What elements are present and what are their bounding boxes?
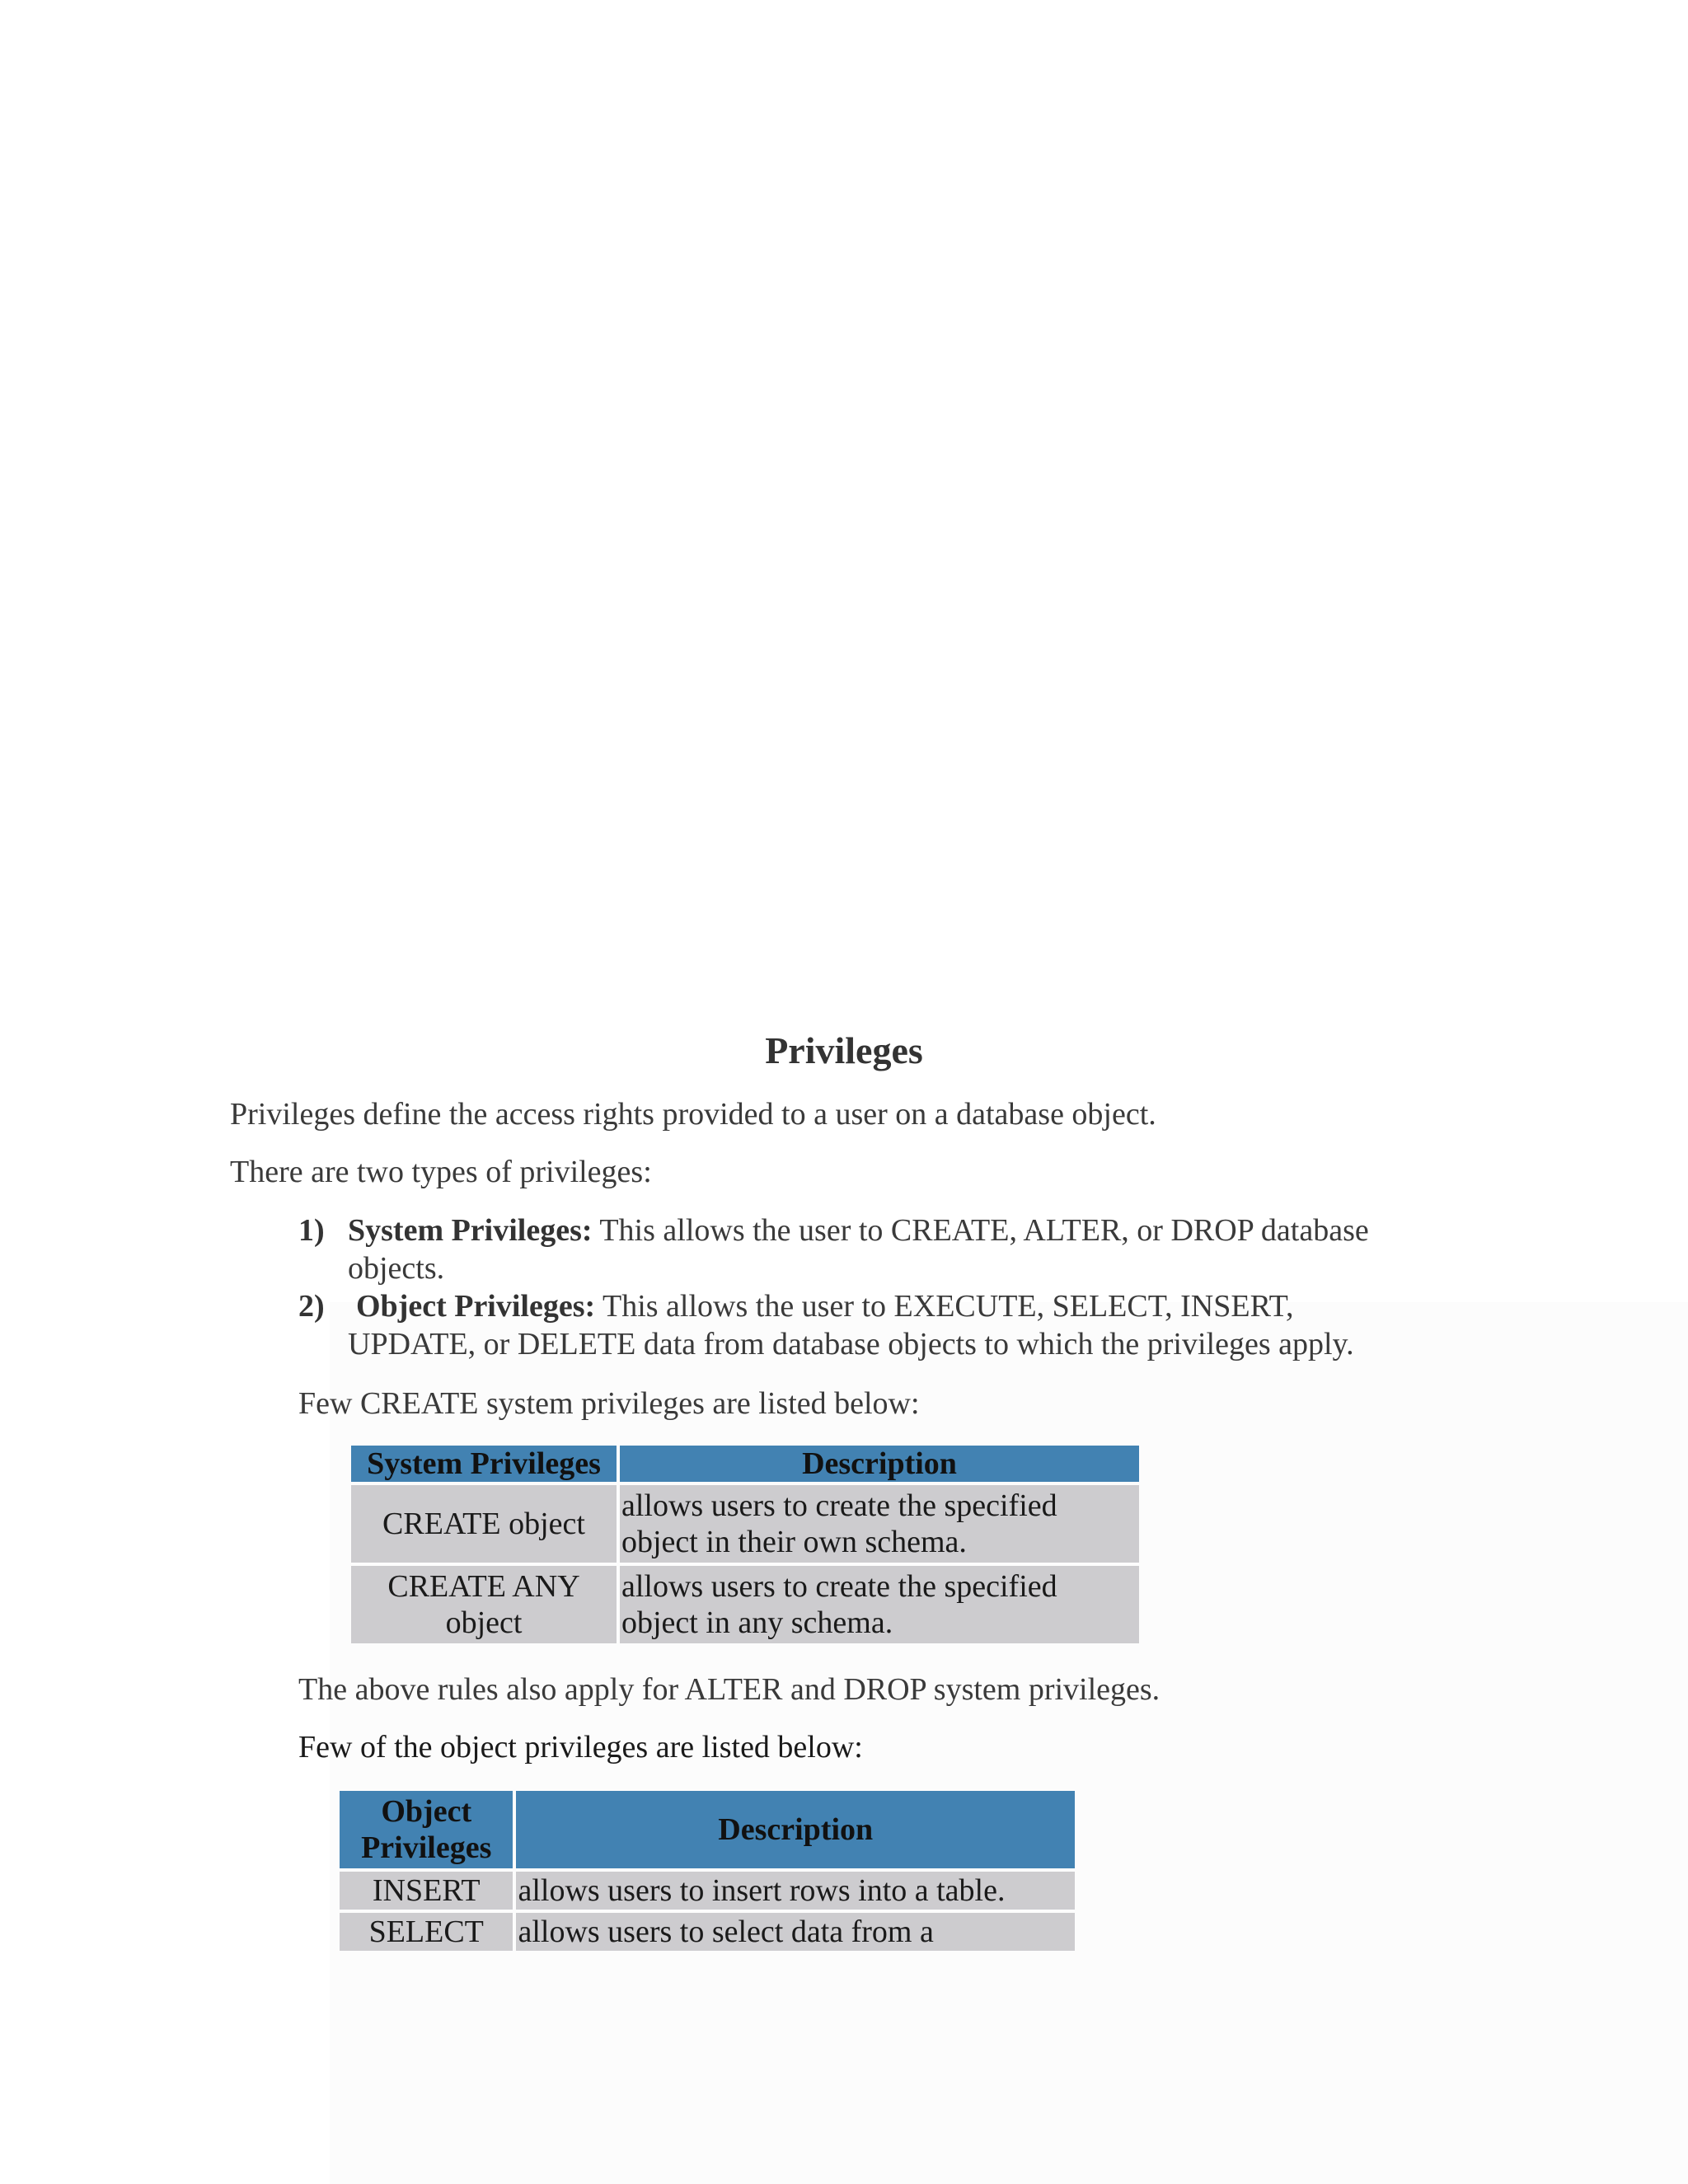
table-row xyxy=(351,1485,1139,1563)
list-text-continued: UPDATE, or DELETE data from database objects to which the privileges apply. xyxy=(348,1327,1354,1361)
table-header-row xyxy=(340,1791,1075,1868)
privilege-cell xyxy=(351,1566,617,1643)
description-line: object in any schema. xyxy=(621,1605,893,1640)
list-term: Object Privileges: xyxy=(356,1289,596,1324)
column-header xyxy=(340,1791,513,1868)
system-privileges-table xyxy=(348,1442,1142,1647)
table-row xyxy=(340,1913,1075,1951)
privilege-cell: SELECT xyxy=(340,1913,513,1951)
list-text-continued: objects. xyxy=(348,1251,445,1286)
description-cell: allows users to insert rows into a table. xyxy=(516,1872,1075,1910)
list-text xyxy=(348,1212,1369,1249)
list-number: 1) xyxy=(298,1213,325,1248)
table-row xyxy=(340,1872,1075,1910)
privilege-line: CREATE ANY xyxy=(387,1569,580,1604)
list-body: This allows the user to EXECUTE, SELECT, INSERT, xyxy=(595,1289,1294,1324)
privilege-cell: CREATE object xyxy=(351,1485,617,1563)
description-cell xyxy=(620,1485,1139,1563)
intro-paragraph: Privileges define the access rights provided to a user on a database object. xyxy=(230,1097,1156,1132)
list-term: System Privileges: xyxy=(348,1213,593,1248)
rules-note: The above rules also apply for ALTER and DROP system privileges. xyxy=(298,1672,1160,1707)
description-cell: allows users to select data from a xyxy=(516,1913,1075,1951)
privilege-cell: INSERT xyxy=(340,1872,513,1910)
description-line: allows users to create the specified xyxy=(621,1569,1057,1604)
list-number: 2) xyxy=(298,1289,325,1324)
header-line: Object xyxy=(381,1794,472,1829)
header-line: Privileges xyxy=(361,1830,492,1865)
create-intro: Few CREATE system privileges are listed below: xyxy=(298,1386,920,1421)
list-body: This allows the user to CREATE, ALTER, or DROP database xyxy=(592,1213,1369,1248)
column-header: Description xyxy=(620,1446,1139,1482)
object-privileges-table xyxy=(336,1788,1078,1954)
description-cell xyxy=(620,1566,1139,1643)
privilege-line: object xyxy=(445,1605,523,1640)
types-intro: There are two types of privileges: xyxy=(230,1155,652,1189)
column-header: Description xyxy=(516,1791,1075,1868)
page-title: Privileges xyxy=(765,1029,923,1071)
description-line: object in their own schema. xyxy=(621,1525,967,1559)
object-intro: Few of the object privileges are listed below: xyxy=(298,1730,863,1765)
list-text xyxy=(356,1287,1294,1325)
table-header-row xyxy=(351,1446,1139,1482)
column-header: System Privileges xyxy=(351,1446,617,1482)
table-row xyxy=(351,1566,1139,1643)
description-line: allows users to create the specified xyxy=(621,1488,1057,1523)
